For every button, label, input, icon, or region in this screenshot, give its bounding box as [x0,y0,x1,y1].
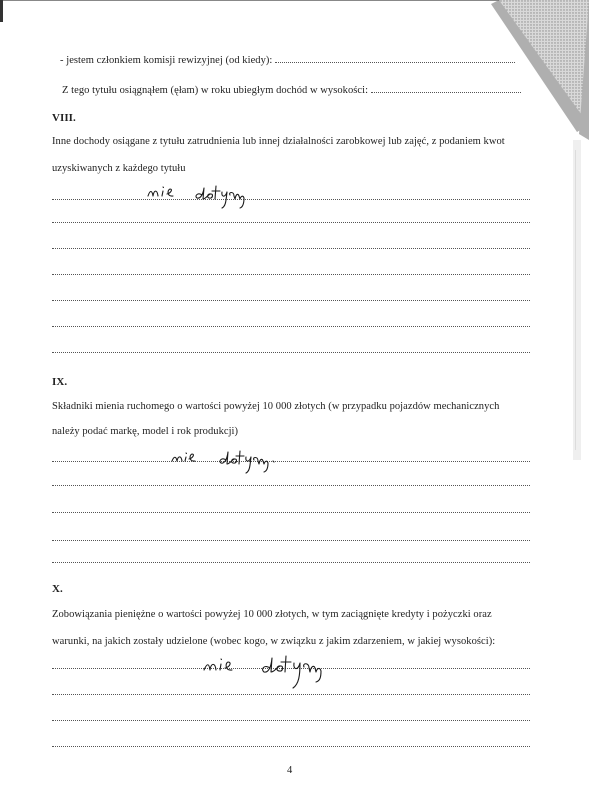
section-ix-blank-line-1 [52,485,530,486]
audit-committee-line [60,54,515,66]
section-ix-text-1: Składniki mienia ruchomego o wartości powyżej 10 000 złotych (w przypadku pojazdów mechanicznych [52,401,500,412]
section-x-blank-line-1 [52,694,530,695]
section-viii-answer-line [52,199,530,200]
section-viii-heading: VIII. [52,112,76,124]
section-ix-blank-line-4 [52,562,530,563]
folded-corner-shadow [479,0,589,140]
section-viii-text-1: Inne dochody osiągane z tytułu zatrudnienia lub innej działalności zarobkowej lub zajęć, z podaniem kwot [52,136,505,147]
audit-committee-label: - jestem członkiem komisji rewizyjnej (od kiedy): [60,55,273,66]
scan-edge-speckle [571,140,583,460]
section-viii-blank-line-4 [52,300,530,301]
section-x-text-1: Zobowiązania pieniężne o wartości powyżej 10 000 złotych, w tym zaciągnięte kredyty i pożyczki oraz [52,609,492,620]
section-ix-blank-line-3 [52,540,530,541]
page-number: 4 [287,765,293,776]
section-ix-heading: IX. [52,376,68,388]
section-x-text-2: warunki, na jakich zostały udzielone (wobec kogo, w związku z jakim zdarzeniem, w jakiej wysokości): [52,636,496,647]
section-viii-blank-line-6 [52,352,530,353]
section-viii-blank-line-1 [52,222,530,223]
section-ix-handwritten-answer [160,444,300,476]
income-line [62,84,521,96]
section-viii-text-2: uzyskiwanych z każdego tytułu [52,163,186,174]
audit-committee-fill-dots [275,54,515,63]
section-viii-blank-line-3 [52,274,530,275]
section-x-handwritten-answer [190,648,360,694]
section-viii-blank-line-2 [52,248,530,249]
income-fill-dots [371,84,521,93]
section-viii-handwritten-answer [140,178,290,212]
section-ix-blank-line-2 [52,512,530,513]
page-left-edge-mark [0,0,3,22]
section-x-heading: X. [52,583,63,595]
section-x-blank-line-2 [52,720,530,721]
section-viii-blank-line-5 [52,326,530,327]
income-label: Z tego tytułu osiągnąłem (ęłam) w roku ubiegłym dochód w wysokości: [62,85,369,96]
section-ix-text-2: należy podać markę, model i rok produkcji) [52,426,239,437]
section-x-blank-line-3 [52,746,530,747]
